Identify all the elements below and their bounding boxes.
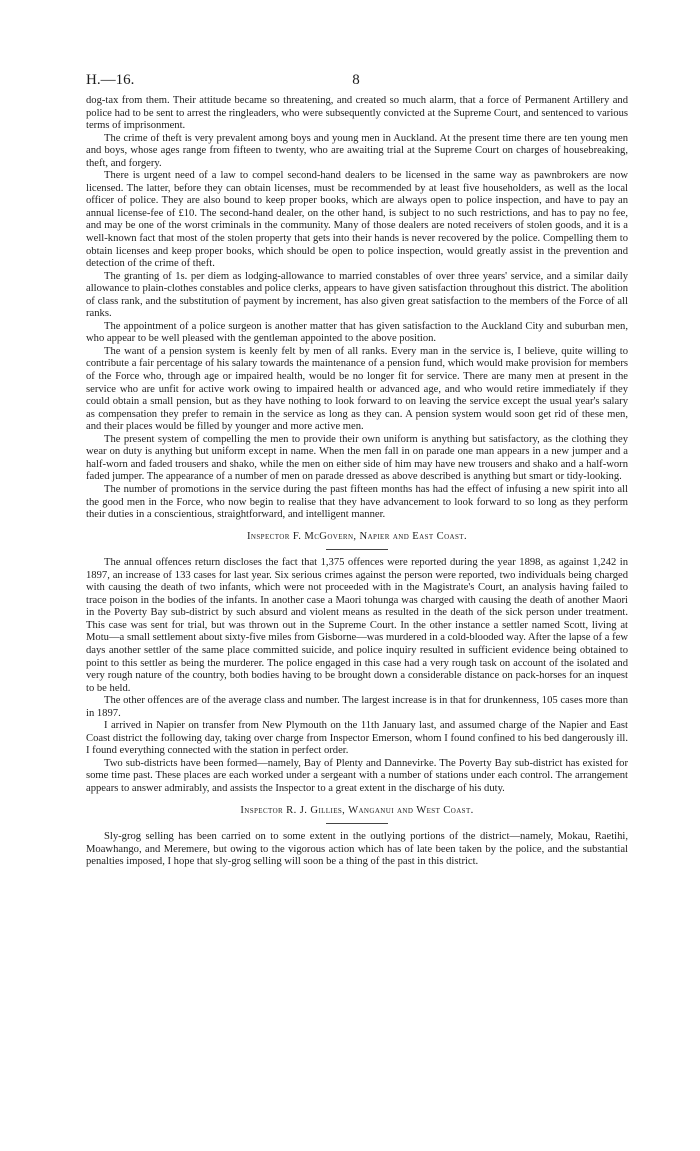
document-reference: H.—16. bbox=[86, 72, 135, 88]
paragraph: The appointment of a police surgeon is another matter that has given satisfaction to the Auckland City and suburban men, who appear to be well pleased with the gentleman appointed to the above position. bbox=[86, 320, 628, 345]
paragraph: Sly-grog selling has been carried on to some extent in the outlying portions of the district—namely, Mokau, Raetihi, Moawhango, and Meremere, but owing to the vigorous action which has of late been taken by the police, and the substantial penalties imposed, I hope that sly-grog selling will soon be a thing of the past in this district. bbox=[86, 831, 628, 868]
section-heading: Inspector R. J. Gillies, Wanganui and West Coast. bbox=[240, 804, 474, 816]
page-body bbox=[86, 95, 628, 869]
divider bbox=[326, 823, 388, 824]
paragraph: dog-tax from them. Their attitude became so threatening, and created so much alarm, that a force of Permanent Artillery and police had to be sent to arrest the ringleaders, who were subsequently convicted at the Supreme Court, and sentenced to various terms of imprisonment. bbox=[86, 95, 628, 132]
paragraph: There is urgent need of a law to compel second-hand dealers to be licensed in the same way as pawnbrokers are now licensed. The latter, before they can obtain licenses, must be recommended by at least five householders, as well as the local officer of police. They are also bound to keep proper books, which are always open to police inspection, and have to pay an annual license-fee of £10. The second-hand dealer, on the other hand, is subject to no such restrictions, and has to pay no fee, and may be one of the worst criminals in the community. Many of those dealers are noted receivers of stolen goods, and it is a well-known fact that most of the stolen property that gets into their hands is never recovered by the police. Compelling them to obtain licenses and keep proper books, which should be open to police inspection, would greatly assist in the prevention and detection of the crime of theft. bbox=[86, 170, 628, 270]
paragraph: The crime of theft is very prevalent among boys and young men in Auckland. At the present time there are ten young men and boys, whose ages range from fifteen to twenty, who are awaiting trial at the Supreme Court on charges of housebreaking, theft, and forgery. bbox=[86, 132, 628, 169]
paragraph: The want of a pension system is keenly felt by men of all ranks. Every man in the service is, I believe, quite willing to contribute a fair percentage of his salary towards the maintenance of a pension fund, which would make provision for members of the Force who, through age or impaired health, would be no longer fit for service. There are many men at present in the service who are unfit for active work owing to impaired health or advanced age, and who would retire immediately if they could obtain a small pension, but as they have nothing to look forward to on leaving the service except the usual year's salary as compensation they prefer to remain in the service as long as they can. A pension system would soon get rid of these men, and their places would be filled by younger and more active men. bbox=[86, 345, 628, 433]
paragraph: The granting of 1s. per diem as lodging-allowance to married constables of over three years' service, and a similar daily allowance to plain-clothes constables and police clerks, appears to have given satisfaction throughout this district. The abolition of class rank, and the substitution of payment by increment, has also given great satisfaction to the members of the Force of all ranks. bbox=[86, 270, 628, 320]
paragraph: The annual offences return discloses the fact that 1,375 offences were reported during the year 1898, as against 1,242 in 1897, an increase of 133 cases for last year. Six serious crimes against the person were reported, two individuals being charged with causing the death of two infants, which were not proceeded with in the Magistrate's Court, an analysis having failed to trace poison in the bodies of the infants. In another case a Maori tohunga was charged with causing the death of another Maori in the Poverty Bay sub-district by such absurd and violent means as resulted in the death of the sick person under treatment. This case was sent for trial, but was thrown out in the Supreme Court. In the other instance a settler named Scott, living at Motu—a small settlement about sixty-five miles from Gisborne—was murdered in a cold-blooded way. After the lapse of a few days another settler of the same place committed suicide, and police inquiry resulted in sufficient evidence being obtained to point to this settler as being the murderer. The police engaged in this case had a very rough task on account of the isolated and very rough nature of the country, both bodies having to be brought down a considerable distance on pack-horses for an inquest to be held. bbox=[86, 557, 628, 694]
paragraph: The number of promotions in the service during the past fifteen months has had the effect of infusing a new spirit into all the good men in the Force, who now begin to realise that they have advancement to look forward to so long as they perform their duties in a conscientious, straightforward, and intelligent manner. bbox=[86, 483, 628, 521]
section-heading: Inspector F. McGovern, Napier and East Coast. bbox=[247, 530, 467, 542]
paragraph: The present system of compelling the men to provide their own uniform is anything but satisfactory, as the clothing they wear on duty is anything but uniform except in name. When the men fall in on parade one man appears in a new jumper and a half-worn and faded trousers and shako, while the men on either side of him may have new trousers and shako and a half-worn faded jumper. The appearance of a number of men on parade dressed as above described is anything but smart or tidy-looking. bbox=[86, 433, 628, 483]
divider bbox=[326, 549, 388, 550]
paragraph: Two sub-districts have been formed—namely, Bay of Plenty and Dannevirke. The Poverty Bay sub-district has existed for some time past. These places are each worked under a sergeant with a number of stations under each control. The arrangement appears to answer admirably, and assists the Inspector to a great extent in the discharge of his duty. bbox=[86, 757, 628, 794]
page-number: 8 bbox=[352, 72, 360, 88]
paragraph: I arrived in Napier on transfer from New Plymouth on the 11th January last, and assumed charge of the Napier and East Coast district the following day, taking over charge from Inspector Emerson, whom I found confined to his bed dangerously ill. I found everything connected with the station in perfect order. bbox=[86, 720, 628, 757]
page-header bbox=[86, 72, 626, 92]
paragraph: The other offences are of the average class and number. The largest increase is in that for drunkenness, 105 cases more than in 1897. bbox=[86, 695, 628, 719]
